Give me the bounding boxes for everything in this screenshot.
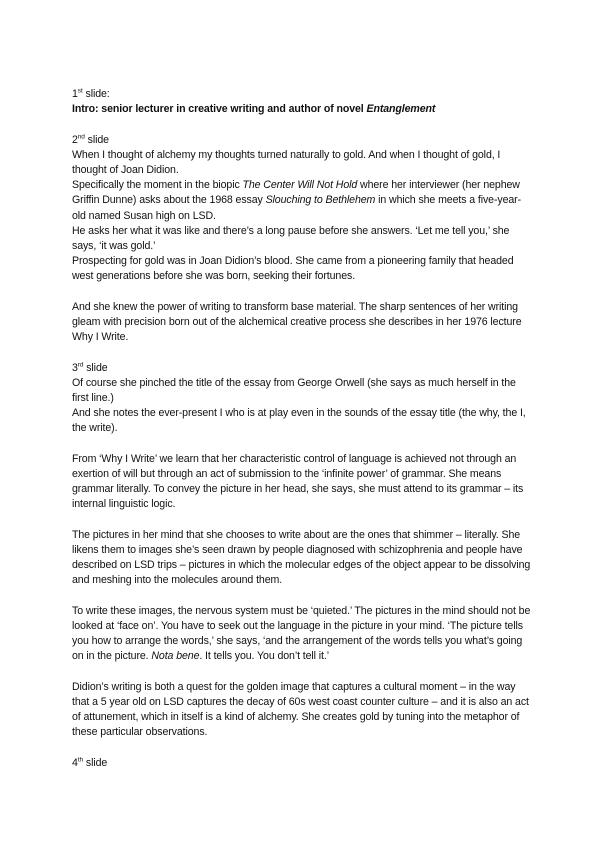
paragraph: When I thought of alchemy my thoughts turned naturally to gold. And when I thought of gold, I thought of Joan Didion. [72,148,501,176]
slide-2-heading: 2nd slide [72,133,109,146]
paragraph: And she notes the ever-present I who is at play even in the sounds of the essay title (the why, the I, the write). [72,407,526,435]
slide-4-heading: 4th slide [72,756,108,769]
paragraph: And she knew the power of writing to transform base material. The sharp sentences of her writing gleam with precision born out of the alchemical creative process she describes in her 1976 lecture Why I Write. [72,300,522,344]
document-body [72,87,532,771]
slide-3-heading: 3rd slide [72,361,108,374]
paragraph: To write these images, the nervous system must be ‘quieted.’ The pictures in the mind should not be looked at ‘face on’. You have to seek out the language in the picture in your mind. ‘The picture tells you how to arrange the words,’ she says, ‘and the arrangement of the words tells you what’s going on in the picture. Nota bene. It tells you. You don’t tell it.’ [72,604,531,663]
paragraph: He asks her what it was like and there’s a long pause before she answers. ‘Let me tell you,’ she says, ‘it was gold.’ [72,224,510,253]
paragraph: Specifically the moment in the biopic The Center Will Not Hold where her interviewer (her nephew Griffin Dunne) asks about the 1968 essay Slouching to Bethlehem in which she meets a five-year-old named Susan high on LSD. [72,179,522,222]
paragraph: Didion’s writing is both a quest for the golden image that captures a cultural moment – in the way that a 5 year old on LSD captures the decay of 60s west coast counter culture – and it is also an act of attunement, which in itself is a kind of alchemy. She creates gold by tuning into the metaphor of these particular observations. [72,680,529,739]
slide-1-heading: 1st slide: [72,87,110,100]
paragraph: The pictures in her mind that she chooses to write about are the ones that shimmer – literally. She likens them to images she’s seen drawn by people diagnosed with schizophrenia and people have described on LSD trips – pictures in which the molecular edges of the object appear to be dissolving and meshing into the molecules around them. [72,528,531,587]
paragraph: From ‘Why I Write’ we learn that her characteristic control of language is achieved not through an exertion of will but through an act of submission to the ‘infinite power’ of grammar. She means grammar literally. To convey the picture in her head, she says, she must attend to its grammar – its internal linguistic logic. [72,452,524,511]
intro-line: Intro: senior lecturer in creative writing and author of novel Entanglement [72,103,436,116]
paragraph: Prospecting for gold was in Joan Didion’s blood. She came from a pioneering family that headed west generations before she was born, seeking their fortunes. [72,255,514,283]
paragraph: Of course she pinched the title of the essay from George Orwell (she says as much herself in the first line.) [72,376,516,405]
